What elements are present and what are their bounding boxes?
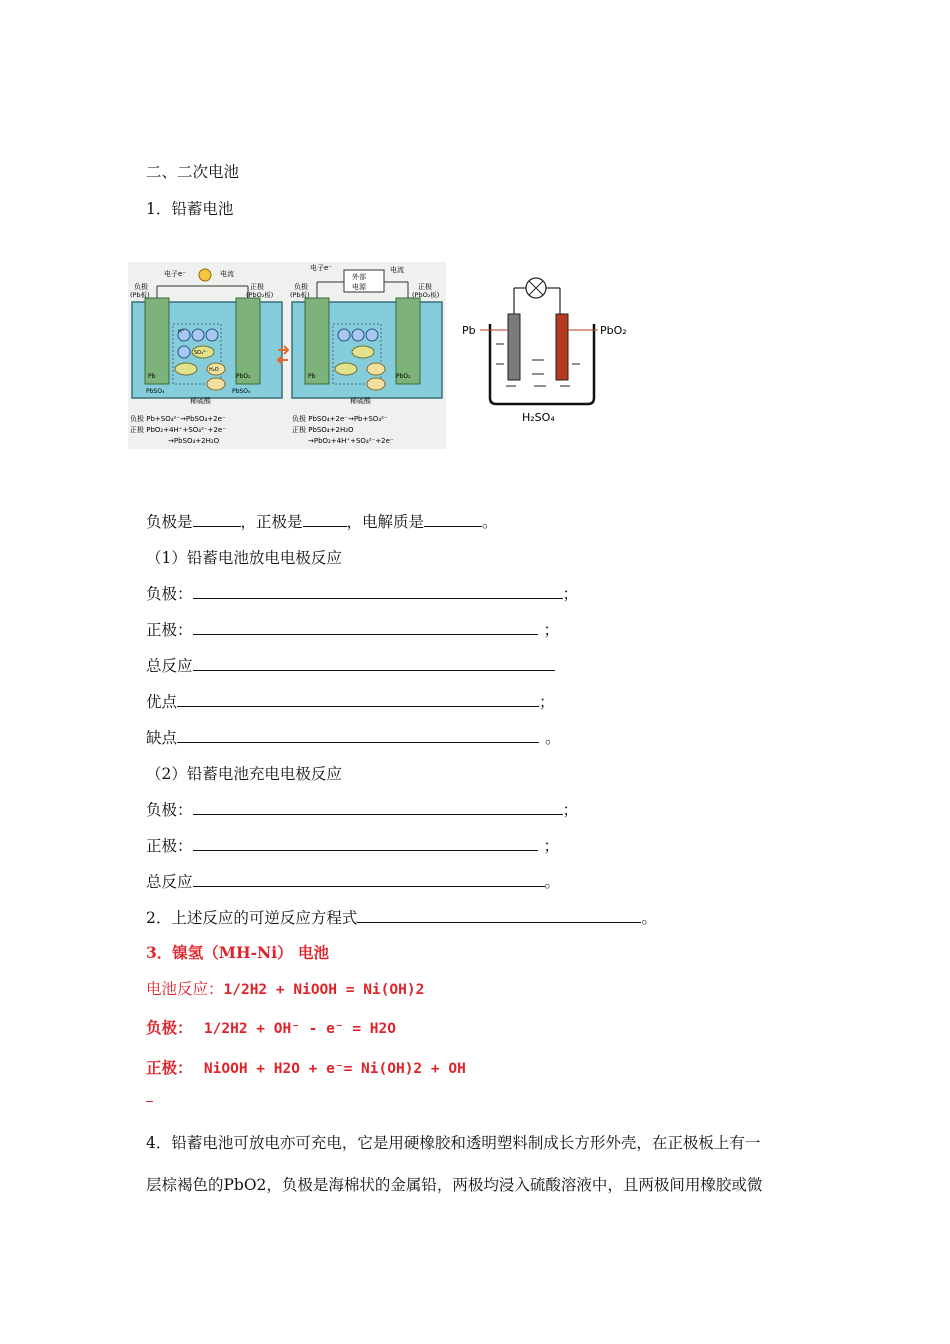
blank-reversible[interactable] bbox=[357, 908, 641, 923]
svg-text:电流: 电流 bbox=[220, 270, 234, 278]
discharge-total-line bbox=[146, 654, 555, 676]
intro-blanks bbox=[146, 510, 498, 532]
svg-text:正极 PbSO₄+2H₂O: 正极 PbSO₄+2H₂O bbox=[292, 426, 354, 434]
svg-text:PbO₂: PbO₂ bbox=[236, 373, 251, 380]
svg-text:负极: 负极 bbox=[294, 283, 308, 291]
svg-text:(PbO₂板): (PbO₂板) bbox=[246, 291, 274, 299]
answer-blank-negative[interactable] bbox=[193, 512, 241, 527]
part1-heading: （1）铅蓄电池放电电极反应 bbox=[146, 549, 342, 567]
para4-line2: 层棕褐色的PbO2，负极是海棉状的金属铅，两极均浸入硫酸溶液中，且两极间用橡胶或微 bbox=[146, 1176, 763, 1194]
svg-text:H⁺: H⁺ bbox=[178, 329, 185, 335]
label-total: 总反应 bbox=[146, 873, 193, 891]
disadvantage-line bbox=[146, 726, 561, 748]
label-advantage: 优点 bbox=[146, 693, 178, 711]
nimh-positive-line bbox=[146, 1056, 466, 1078]
intro-text-c: ，电解质是 bbox=[346, 513, 425, 531]
blank-charge-positive[interactable] bbox=[193, 836, 538, 851]
red-dash-mark bbox=[146, 1101, 153, 1102]
period: 。 bbox=[545, 729, 561, 747]
label-disadvantage: 缺点 bbox=[146, 729, 178, 747]
section-heading: 二、二次电池 bbox=[146, 163, 240, 181]
svg-text:稀硫酸: 稀硫酸 bbox=[190, 397, 211, 405]
svg-text:PbO₂: PbO₂ bbox=[396, 373, 411, 380]
blank-charge-negative[interactable] bbox=[193, 800, 563, 815]
question-2: 2．上述反应的可逆反应方程式 bbox=[146, 909, 358, 927]
svg-text:正极: 正极 bbox=[250, 283, 264, 291]
answer-blank-positive[interactable] bbox=[303, 512, 347, 527]
discharge-positive-line bbox=[146, 618, 559, 640]
intro-text-b: ，正极是 bbox=[240, 513, 303, 531]
svg-text:电子e⁻: 电子e⁻ bbox=[310, 264, 333, 272]
blank-disadvantage[interactable] bbox=[177, 728, 539, 743]
svg-text:(Pb板): (Pb板) bbox=[290, 291, 310, 299]
advantage-line bbox=[146, 690, 555, 712]
reversible-equation-line bbox=[146, 906, 657, 928]
label-positive: 正极： bbox=[146, 621, 193, 639]
svg-text:(PbO₂板): (PbO₂板) bbox=[412, 291, 440, 299]
svg-text:PbSO₄: PbSO₄ bbox=[232, 388, 251, 395]
blank-advantage[interactable] bbox=[177, 692, 539, 707]
nimh-reaction-label: 电池反应： bbox=[146, 980, 224, 998]
part2-heading: （2）铅蓄电池充电电极反应 bbox=[146, 765, 342, 783]
intro-text-a: 负极是 bbox=[146, 513, 193, 531]
period: 。 bbox=[544, 873, 561, 891]
period: 。 bbox=[641, 909, 657, 927]
semicolon: ； bbox=[543, 837, 560, 855]
svg-text:SO₄²⁻: SO₄²⁻ bbox=[194, 350, 208, 356]
blank-charge-total[interactable] bbox=[193, 872, 545, 887]
nimh-negative-label: 负极： bbox=[146, 1018, 193, 1037]
subsection-lead-battery: 1．铅蓄电池 bbox=[146, 200, 234, 218]
charge-negative-line bbox=[146, 798, 578, 820]
nimh-negative-line bbox=[146, 1016, 396, 1038]
label-total: 总反应 bbox=[146, 657, 193, 675]
svg-text:电流: 电流 bbox=[390, 266, 404, 274]
svg-text:负极: 负极 bbox=[134, 283, 148, 291]
svg-text:→PbSO₄+2H₂O: →PbSO₄+2H₂O bbox=[168, 437, 220, 445]
nimh-negative-eq: 1/2H2 + OH⁻ - e⁻ = H2O bbox=[203, 1021, 396, 1037]
semicolon: ； bbox=[543, 621, 560, 639]
intro-text-d: 。 bbox=[482, 513, 498, 531]
lead-cell-schematic bbox=[460, 268, 640, 426]
discharge-negative-line bbox=[146, 582, 578, 604]
semicolon: ； bbox=[539, 693, 555, 711]
nimh-reaction-line bbox=[146, 977, 424, 999]
svg-text:(Pb板): (Pb板) bbox=[130, 291, 150, 299]
svg-text:PbO₂: PbO₂ bbox=[600, 324, 627, 337]
blank-discharge-total[interactable] bbox=[193, 656, 555, 671]
svg-text:负极 PbSO₄+2e⁻→Pb+SO₄²⁻: 负极 PbSO₄+2e⁻→Pb+SO₄²⁻ bbox=[292, 415, 388, 423]
svg-text:正极 PbO₂+4H⁺+SO₄²⁻+2e⁻: 正极 PbO₂+4H⁺+SO₄²⁻+2e⁻ bbox=[130, 426, 226, 434]
svg-text:电子e⁻: 电子e⁻ bbox=[164, 270, 187, 278]
label-negative: 负极： bbox=[146, 585, 193, 603]
nimh-reaction: 1/2H2 + NiOOH = Ni(OH)2 bbox=[223, 982, 425, 998]
charge-total-line bbox=[146, 870, 560, 892]
svg-text:H₂O: H₂O bbox=[209, 367, 219, 373]
label-negative: 负极： bbox=[146, 801, 193, 819]
svg-text:H₂SO₄: H₂SO₄ bbox=[522, 411, 555, 424]
svg-text:稀硫酸: 稀硫酸 bbox=[350, 397, 371, 405]
nimh-positive-label: 正极： bbox=[146, 1058, 193, 1077]
lead-battery-diagram bbox=[128, 262, 446, 449]
svg-text:Pb: Pb bbox=[462, 324, 476, 337]
nimh-title: 3．镍氢（MH-Ni） 电池 bbox=[146, 943, 329, 962]
label-positive: 正极： bbox=[146, 837, 193, 855]
svg-text:Pb: Pb bbox=[308, 373, 316, 380]
svg-text:外部: 外部 bbox=[352, 273, 366, 281]
answer-blank-electrolyte[interactable] bbox=[424, 512, 482, 527]
svg-text:→PbO₂+4H⁺+SO₄²⁻+2e⁻: →PbO₂+4H⁺+SO₄²⁻+2e⁻ bbox=[308, 437, 394, 445]
blank-discharge-negative[interactable] bbox=[193, 584, 563, 599]
svg-text:电源: 电源 bbox=[352, 283, 366, 291]
svg-text:正极: 正极 bbox=[418, 283, 432, 291]
svg-text:Pb: Pb bbox=[148, 373, 156, 380]
semicolon: ； bbox=[562, 585, 579, 603]
charge-positive-line bbox=[146, 834, 559, 856]
nimh-positive-eq: NiOOH + H2O + e⁻= Ni(OH)2 + OH bbox=[203, 1061, 466, 1077]
blank-discharge-positive[interactable] bbox=[193, 620, 538, 635]
svg-text:负极 Pb+SO₄²⁻→PbSO₄+2e⁻: 负极 Pb+SO₄²⁻→PbSO₄+2e⁻ bbox=[130, 415, 226, 423]
svg-text:PbSO₄: PbSO₄ bbox=[146, 388, 165, 395]
para4-line1: 4．铅蓄电池可放电亦可充电，它是用硬橡胶和透明塑料制成长方形外壳，在正极板上有一 bbox=[146, 1134, 761, 1152]
semicolon: ； bbox=[562, 801, 579, 819]
